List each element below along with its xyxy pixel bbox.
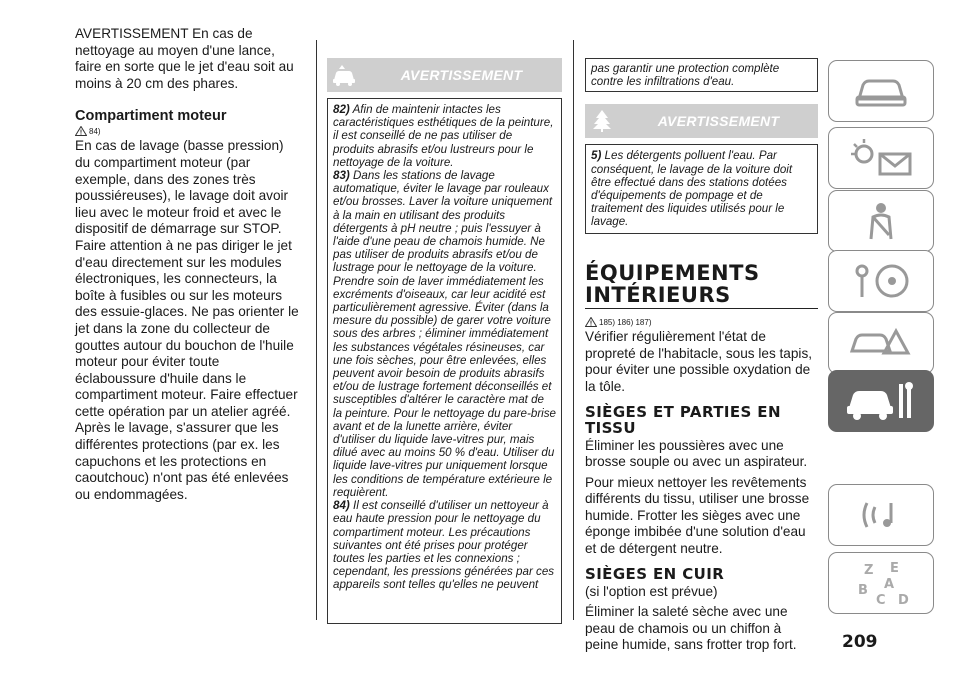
car-dashboard-icon	[851, 71, 911, 111]
env-warning-box-content	[585, 144, 818, 233]
warning-number: 84)	[333, 499, 350, 513]
leather-paragraph: Éliminer la saleté sèche avec une peau de chamois ou un chiffon à peine humide, sans frotter trop fort.	[585, 604, 797, 653]
continued-warning-text: pas garantir une protection complète contre les infiltrations d'eau.	[591, 62, 780, 89]
warning-triangle-icon	[75, 126, 87, 136]
alphabet-index-icon	[846, 558, 916, 608]
column-divider	[573, 40, 574, 620]
key-steering-wheel-icon	[846, 259, 916, 303]
env-warning-box-title: AVERTISSEMENT	[657, 113, 780, 130]
continued-warning-box	[585, 58, 818, 92]
warning-box-title: AVERTISSEMENT	[400, 67, 523, 83]
interior-warning-refs	[585, 317, 818, 327]
section-heading-engine: Compartiment moteur	[75, 108, 227, 125]
column-1	[75, 26, 300, 503]
env-warning-box-header	[585, 104, 818, 138]
chapter-tab-starting-driving[interactable]	[828, 250, 934, 312]
page-number: 209	[842, 632, 878, 652]
chapter-tab-dashboard[interactable]	[828, 60, 934, 122]
warning-text: Les détergents polluent l'eau. Par conséquent, le lavage de la voiture doit être effectué dans des stations dotées d'équipements de pompage et de traitement des liquides utilisés pour le lavage.	[591, 149, 793, 229]
column-2	[327, 58, 562, 624]
interior-paragraph: Vérifier régulièrement l'état de propreté de l'habitacle, sous les tapis, pour éviter une possible oxydation de la tôle.	[585, 329, 813, 394]
warning-box-header	[327, 58, 562, 92]
warning-text: Dans les stations de lavage automatique, éviter le lavage par rouleaux et/ou brosses. Laver la voiture uniquement à la main en utilisant des produits détergents à pH neutre ; puis l'essuyer à l'aide d'une peau de chamois humide. Ne pas utiliser de produits abrasifs et/ou de lustrage pour le nettoyage de la voiture. Prendre soin de laver immédiatement les excréments d'oiseaux, car leur acidité est particulièrement agressive. Éviter (dans la mesure du possible) de garer votre voiture sous des arbres ; éliminer immédiatement les substances végétales résineuses, car une fois sèches, pour être enlevées, elles peuvent avoir besoin de produits abrasifs et/ou de lustrage fortement déconseillés et susceptibles d'altérer le caractère mat de la peinture. Pour le nettoyage du pare-brise avant et de la lunette arrière, éviter d'utiliser du liquide lave-vitres pur, mais dilué avec au moins 50 % d'eau. Utiliser du liquide lave-vitres pur uniquement lorsque les conditions de température extérieure le requièrent.	[333, 169, 556, 499]
warning-triangle-icon	[585, 317, 597, 327]
intro-warning-text: AVERTISSEMENT En cas de nettoyage au moyen d'une lance, faire en sorte que le jet d'eau soit au moins à 20 cm des phares.	[75, 26, 294, 91]
warning-lights-mail-icon	[846, 136, 916, 180]
chapter-tab-maintenance[interactable]	[828, 370, 934, 432]
chapter-tab-index[interactable]	[828, 552, 934, 614]
warning-82	[333, 103, 556, 169]
subsection-leather-seats: SIÈGES EN CUIR	[585, 564, 725, 583]
warning-number: 82)	[333, 103, 350, 116]
car-warning-icon	[331, 64, 357, 86]
fabric-paragraph-2: Pour mieux nettoyer les revêtements différents du tissu, utiliser une brosse humide. Frotter les sièges avec une éponge imbibée d'une solution d'eau et de détergent neutre.	[585, 474, 810, 557]
leather-option-note: (si l'option est prévue)	[585, 583, 718, 599]
chapter-tab-multimedia[interactable]	[828, 484, 934, 546]
column-divider	[316, 40, 317, 620]
car-service-tools-icon	[843, 378, 919, 424]
svg-text:A: A	[884, 577, 895, 592]
chapter-tab-warning-lights[interactable]	[828, 127, 934, 189]
svg-text:B: B	[858, 583, 868, 598]
warning-83	[333, 169, 556, 499]
title-rule	[585, 308, 818, 310]
warning-84	[333, 499, 556, 591]
ref-number: 84)	[89, 126, 101, 136]
warning-number: 5)	[591, 149, 602, 163]
warning-box-content	[327, 98, 562, 624]
car-breakdown-icon	[846, 321, 916, 365]
ref-numbers: 185) 186) 187)	[599, 317, 652, 327]
engine-wash-paragraph: En cas de lavage (basse pression) du compartiment moteur (par exemple, dans des zones très poussiéreuses), le lavage doit avoir lieu avec le moteur froid et avec le dispositif de démarrage sur STOP. Faire attention à ne pas diriger le jet d'eau directement sur les modules électroniques, les connecteurs, la boîte à fusibles ou sur les moteurs des essuie-glaces. Ne pas orienter le jet dans la zone du collecteur de gouttes autour du bouchon de l'huile moteur pour éviter toute éclaboussure d'huile dans le compartiment moteur. Faire effectuer cette opération par un atelier agréé. Après le lavage, s'assurer que les différentes protections (par ex. les capuchons et les protections en caoutchouc) n'ont pas été enlevées ou endommagées.	[75, 138, 299, 502]
fabric-paragraph-1: Éliminer les poussières avec une brosse souple ou avec un aspirateur.	[585, 437, 808, 470]
chapter-tab-emergency[interactable]	[828, 312, 934, 374]
svg-text:Z: Z	[864, 563, 874, 578]
environment-tree-icon	[591, 109, 613, 133]
warning-text: Afin de maintenir intactes les caractéristiques esthétiques de la peinture, il est conseillé de ne pas utiliser de produits abrasifs et/ou lustreurs pour le nettoyage de la voiture.	[333, 103, 554, 169]
subsection-fabric-seats: SIÈGES ET PARTIES EN TISSU	[585, 402, 781, 437]
warning-refs	[75, 126, 300, 136]
seatbelt-airbag-icon	[851, 199, 911, 243]
svg-text:E: E	[890, 561, 899, 576]
multimedia-icon	[851, 493, 911, 537]
warning-number: 83)	[333, 169, 350, 183]
column-3	[585, 58, 818, 654]
svg-text:C: C	[876, 593, 886, 608]
svg-text:D: D	[898, 593, 909, 608]
chapter-tab-safety[interactable]	[828, 190, 934, 252]
section-title-interior: ÉQUIPEMENTS INTÉRIEURS	[585, 260, 760, 307]
warning-5	[591, 149, 812, 228]
warning-text: Il est conseillé d'utiliser un nettoyeur à eau haute pression pour le nettoyage du compartiment moteur. Les précautions suivantes ont été prises pour protéger toutes les parties et les connexions ; cependant, les pressions générées par ces appareils sont telles qu'elles ne peuvent	[333, 499, 555, 592]
